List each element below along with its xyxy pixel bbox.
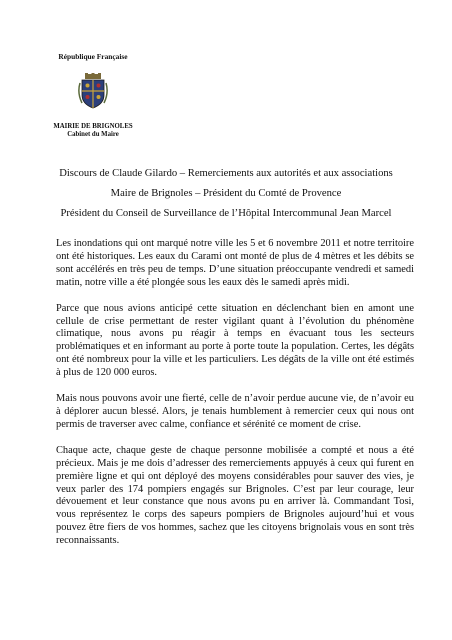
title-line-1: Discours de Claude Gilardo – Remerciements aux autorités et aux associations [59, 168, 393, 179]
paragraph: Les inondations qui ont marqué notre ville les 5 et 6 novembre 2011 et notre territoire ont été historiques. Les eaux du Carami ont monté de plus de 4 mètres et les débits se sont accélérés en très peu de temps. D’une situation préoccupante vendredi et samedi matin, notre ville a été plongée sous les eaux dès le samedi après midi. [56, 238, 414, 288]
cabinet-label: Cabinet du Maire [67, 131, 119, 138]
coat-of-arms-icon [77, 73, 109, 109]
speech-title [40, 164, 412, 224]
paragraph: Parce que nous avions anticipé cette situation en déclenchant bien en amont une cellule de crise permettant de rester vigilant quant à l’évolution du phénomène climatique, nous avons pu réagir à temps en évacuant tous les secteurs problématiques et en informant au porte à porte toute la population. Certes, les dégâts ont été nombreux pour la ville et les particuliers. Les dégâts de la ville ont été estimés à plus de 120 000 euros. [56, 302, 414, 379]
paragraph: Mais nous pouvons avoir une fierté, celle de n’avoir perdue aucune vie, de n’avoir eu à déplorer aucun blessé. Alors, je tenais humblement à remercier ceux qui nous ont permis de traverser avec calme, confiance et sérénité ce moment de crise. [56, 393, 414, 430]
title-line-3: Président du Conseil de Surveillance de l’Hôpital Intercommunal Jean Marcel [60, 208, 392, 219]
letterhead [40, 52, 146, 139]
mairie-label: MAIRIE DE BRIGNOLES [53, 123, 133, 130]
speech-body [56, 238, 414, 561]
republic-label: République Française [58, 52, 128, 61]
paragraph: Chaque acte, chaque geste de chaque personne mobilisée a compté et nous a été précieux. Mais je me dois d’adresser des remerciements appuyés à ceux qui furent en première ligne et qui ont déployé des moyens considérables pour sauver des vies, je veux parler des 174 pompiers engagés sur Brignoles. C’est par leur courage, leur dévouement et leur constance que nous avons pu en arriver là. Commandant Tosi, vous représentez le corps des sapeurs pompiers de Brignoles aujourd’hui et vous pouvez être fiers de vos hommes, sachez que les citoyens brignolais vous en sont très reconnaissants. [56, 444, 414, 547]
title-line-2: Maire de Brignoles – Président du Comté de Provence [110, 188, 342, 199]
